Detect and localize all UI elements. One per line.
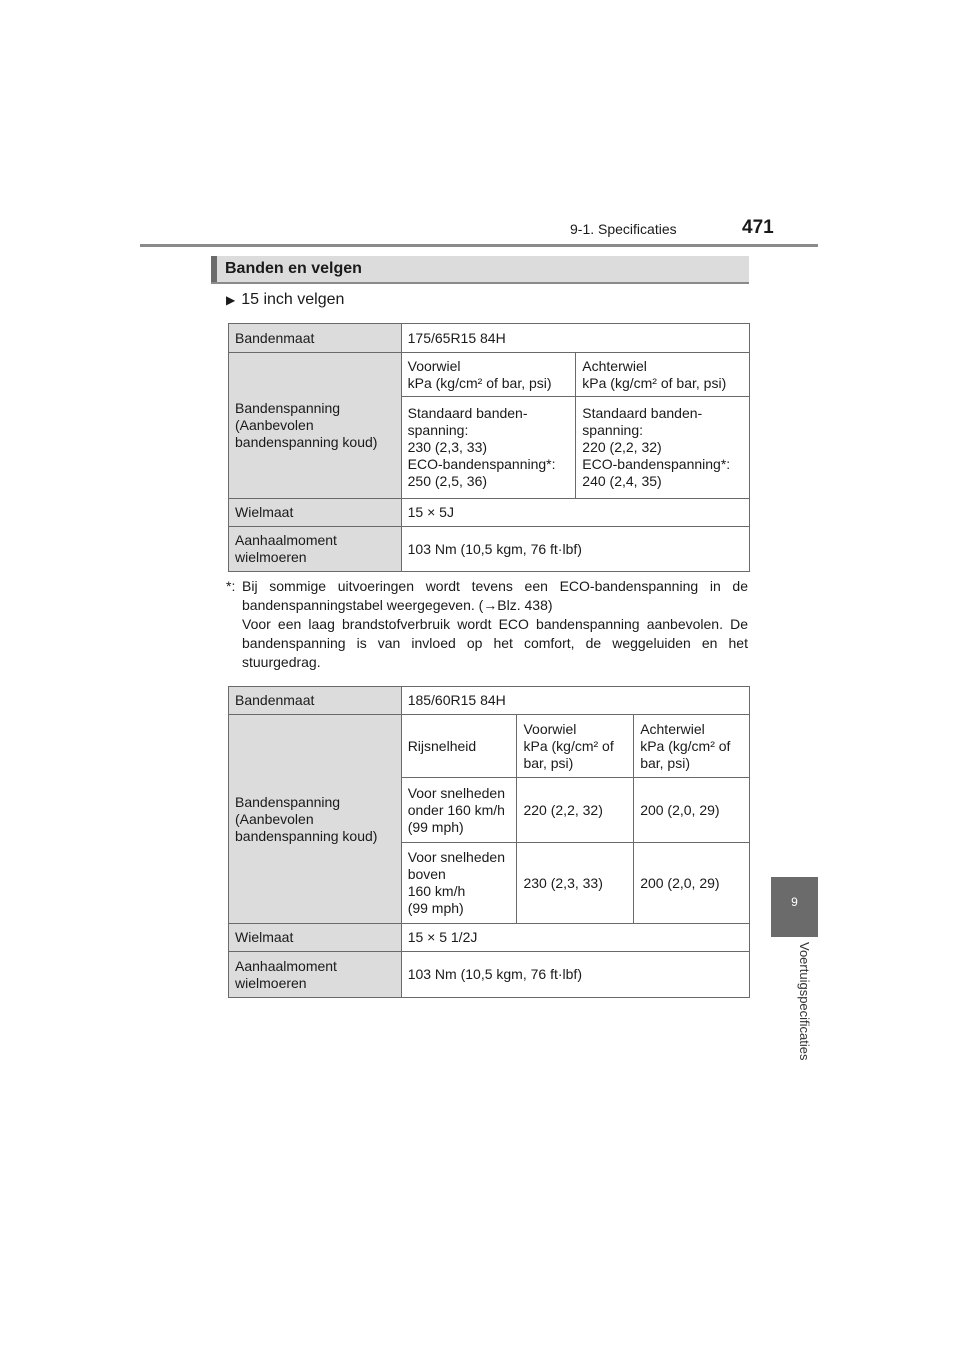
subsection-title: 15 inch velgen: [241, 291, 345, 308]
tire-size-label: Bandenmaat: [229, 687, 402, 715]
subsection-heading: [226, 291, 344, 309]
rear-wheel-pressure: 200 (2,0, 29): [634, 778, 750, 843]
tire-spec-table-185: [228, 686, 750, 998]
wheel-size-value: 15 × 5 1/2J: [401, 924, 749, 952]
torque-label: Aanhaalmoment wielmoeren: [229, 527, 402, 572]
torque-value: 103 Nm (10,5 kgm, 76 ft·lbf): [401, 952, 749, 998]
rear-wheel-header: Achterwiel kPa (kg/cm² of bar, psi): [634, 715, 750, 778]
chapter-label: Voertuigspecificaties: [797, 942, 812, 1061]
front-wheel-pressure: Standaard banden- spanning: 230 (2,3, 33) ECO-bandenspanning*: 250 (2,5, 36): [401, 397, 576, 499]
speed-condition: Voor snelheden boven 160 km/h (99 mph): [401, 843, 517, 924]
front-wheel-pressure: 230 (2,3, 33): [517, 843, 634, 924]
rear-wheel-pressure: Standaard banden- spanning: 220 (2,2, 32) ECO-bandenspanning*: 240 (2,4, 35): [576, 397, 750, 499]
section-title: Banden en velgen: [225, 260, 362, 277]
footnote-line-1: Bij sommige uitvoeringen wordt tevens een ECO-bandenspanning in de bandenspanningstabel weergegeven. (→Blz. 438): [242, 578, 748, 613]
rear-wheel-header: Achterwiel kPa (kg/cm² of bar, psi): [576, 353, 750, 397]
wheel-size-value: 15 × 5J: [401, 499, 749, 527]
wheel-size-label: Wielmaat: [229, 924, 402, 952]
tire-pressure-label: Bandenspanning (Aanbevolen bandenspanning koud): [229, 715, 402, 924]
rear-wheel-pressure: 200 (2,0, 29): [634, 843, 750, 924]
page-number: 471: [742, 217, 774, 238]
triangle-right-icon: ▶: [226, 293, 236, 307]
torque-value: 103 Nm (10,5 kgm, 76 ft·lbf): [401, 527, 749, 572]
section-title-bar: [211, 256, 749, 284]
tire-spec-table-175: [228, 323, 750, 572]
chapter-number: 9: [791, 895, 798, 909]
speed-header: Rijsnelheid: [401, 715, 517, 778]
front-wheel-header: Voorwiel kPa (kg/cm² of bar, psi): [517, 715, 634, 778]
footnote-mark: *:: [226, 578, 236, 594]
running-header-section: 9-1. Specificaties: [570, 221, 677, 237]
section-title-accent: [211, 256, 217, 282]
footnote-line-2: Voor een laag brandstofverbruik wordt ECO bandenspanning aanbevolen. De bandenspanning is van invloed op het comfort, de weggeluiden en het stuurgedrag.: [242, 616, 748, 670]
chapter-tab: [771, 877, 818, 937]
footnote: [226, 577, 748, 672]
tire-size-value: 185/60R15 84H: [401, 687, 749, 715]
tire-pressure-label: Bandenspanning (Aanbevolen bandenspanning koud): [229, 353, 402, 499]
tire-size-label: Bandenmaat: [229, 324, 402, 353]
tire-size-value: 175/65R15 84H: [401, 324, 749, 353]
speed-condition: Voor snelheden onder 160 km/h (99 mph): [401, 778, 517, 843]
torque-label: Aanhaalmoment wielmoeren: [229, 952, 402, 998]
front-wheel-header: Voorwiel kPa (kg/cm² of bar, psi): [401, 353, 576, 397]
header-rule: [140, 244, 818, 247]
wheel-size-label: Wielmaat: [229, 499, 402, 527]
front-wheel-pressure: 220 (2,2, 32): [517, 778, 634, 843]
